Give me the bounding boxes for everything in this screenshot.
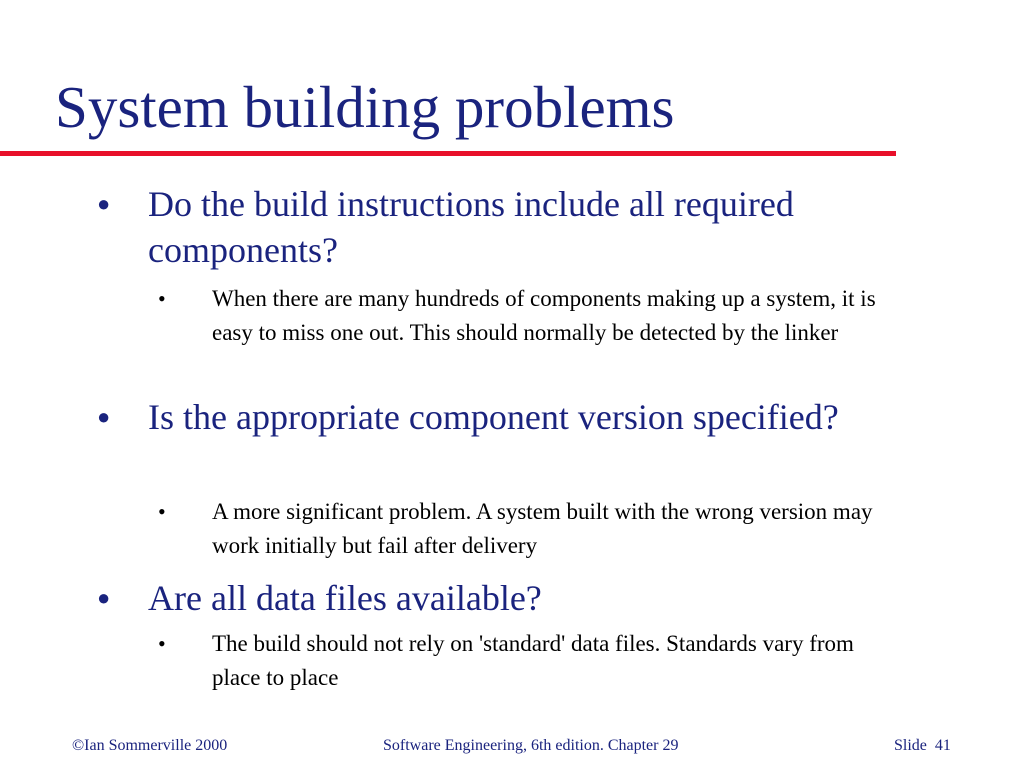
bullet-3 bbox=[97, 575, 888, 621]
bullet-2 bbox=[97, 394, 888, 440]
bullet-1 bbox=[97, 181, 888, 273]
bullet-3-text: Are all data files available? bbox=[148, 578, 542, 618]
bullet-2-text: Is the appropriate component version specified? bbox=[148, 397, 839, 437]
footer-slide-number: Slide 41 bbox=[894, 737, 951, 754]
slide-title: System building problems bbox=[55, 74, 675, 140]
bullet-3-sub-1 bbox=[158, 627, 892, 695]
footer-book: Software Engineering, 6th edition. Chapter 29 bbox=[383, 737, 679, 754]
bullet-1-text: Do the build instructions include all required components? bbox=[148, 184, 794, 270]
sub-bullet-marker: • bbox=[158, 631, 166, 656]
bullet-marker: ● bbox=[97, 585, 111, 610]
bullet-2-sub-1-text: A more significant problem. A system built with the wrong version may work initially but fail after delivery bbox=[212, 499, 873, 558]
bullet-2-sub-1 bbox=[158, 495, 892, 563]
bullet-marker: ● bbox=[97, 404, 111, 429]
bullet-1-sub-1 bbox=[158, 282, 892, 350]
footer-copyright: ©Ian Sommerville 2000 bbox=[72, 737, 228, 754]
sub-bullet-marker: • bbox=[158, 499, 166, 524]
bullet-3-sub-1-text: The build should not rely on 'standard' data files. Standards vary from place to place bbox=[212, 631, 854, 690]
bullet-marker: ● bbox=[97, 191, 111, 216]
sub-bullet-marker: • bbox=[158, 286, 166, 311]
bullet-1-sub-1-text: When there are many hundreds of components making up a system, it is easy to miss one out. This should normally be detected by the linker bbox=[212, 286, 876, 345]
